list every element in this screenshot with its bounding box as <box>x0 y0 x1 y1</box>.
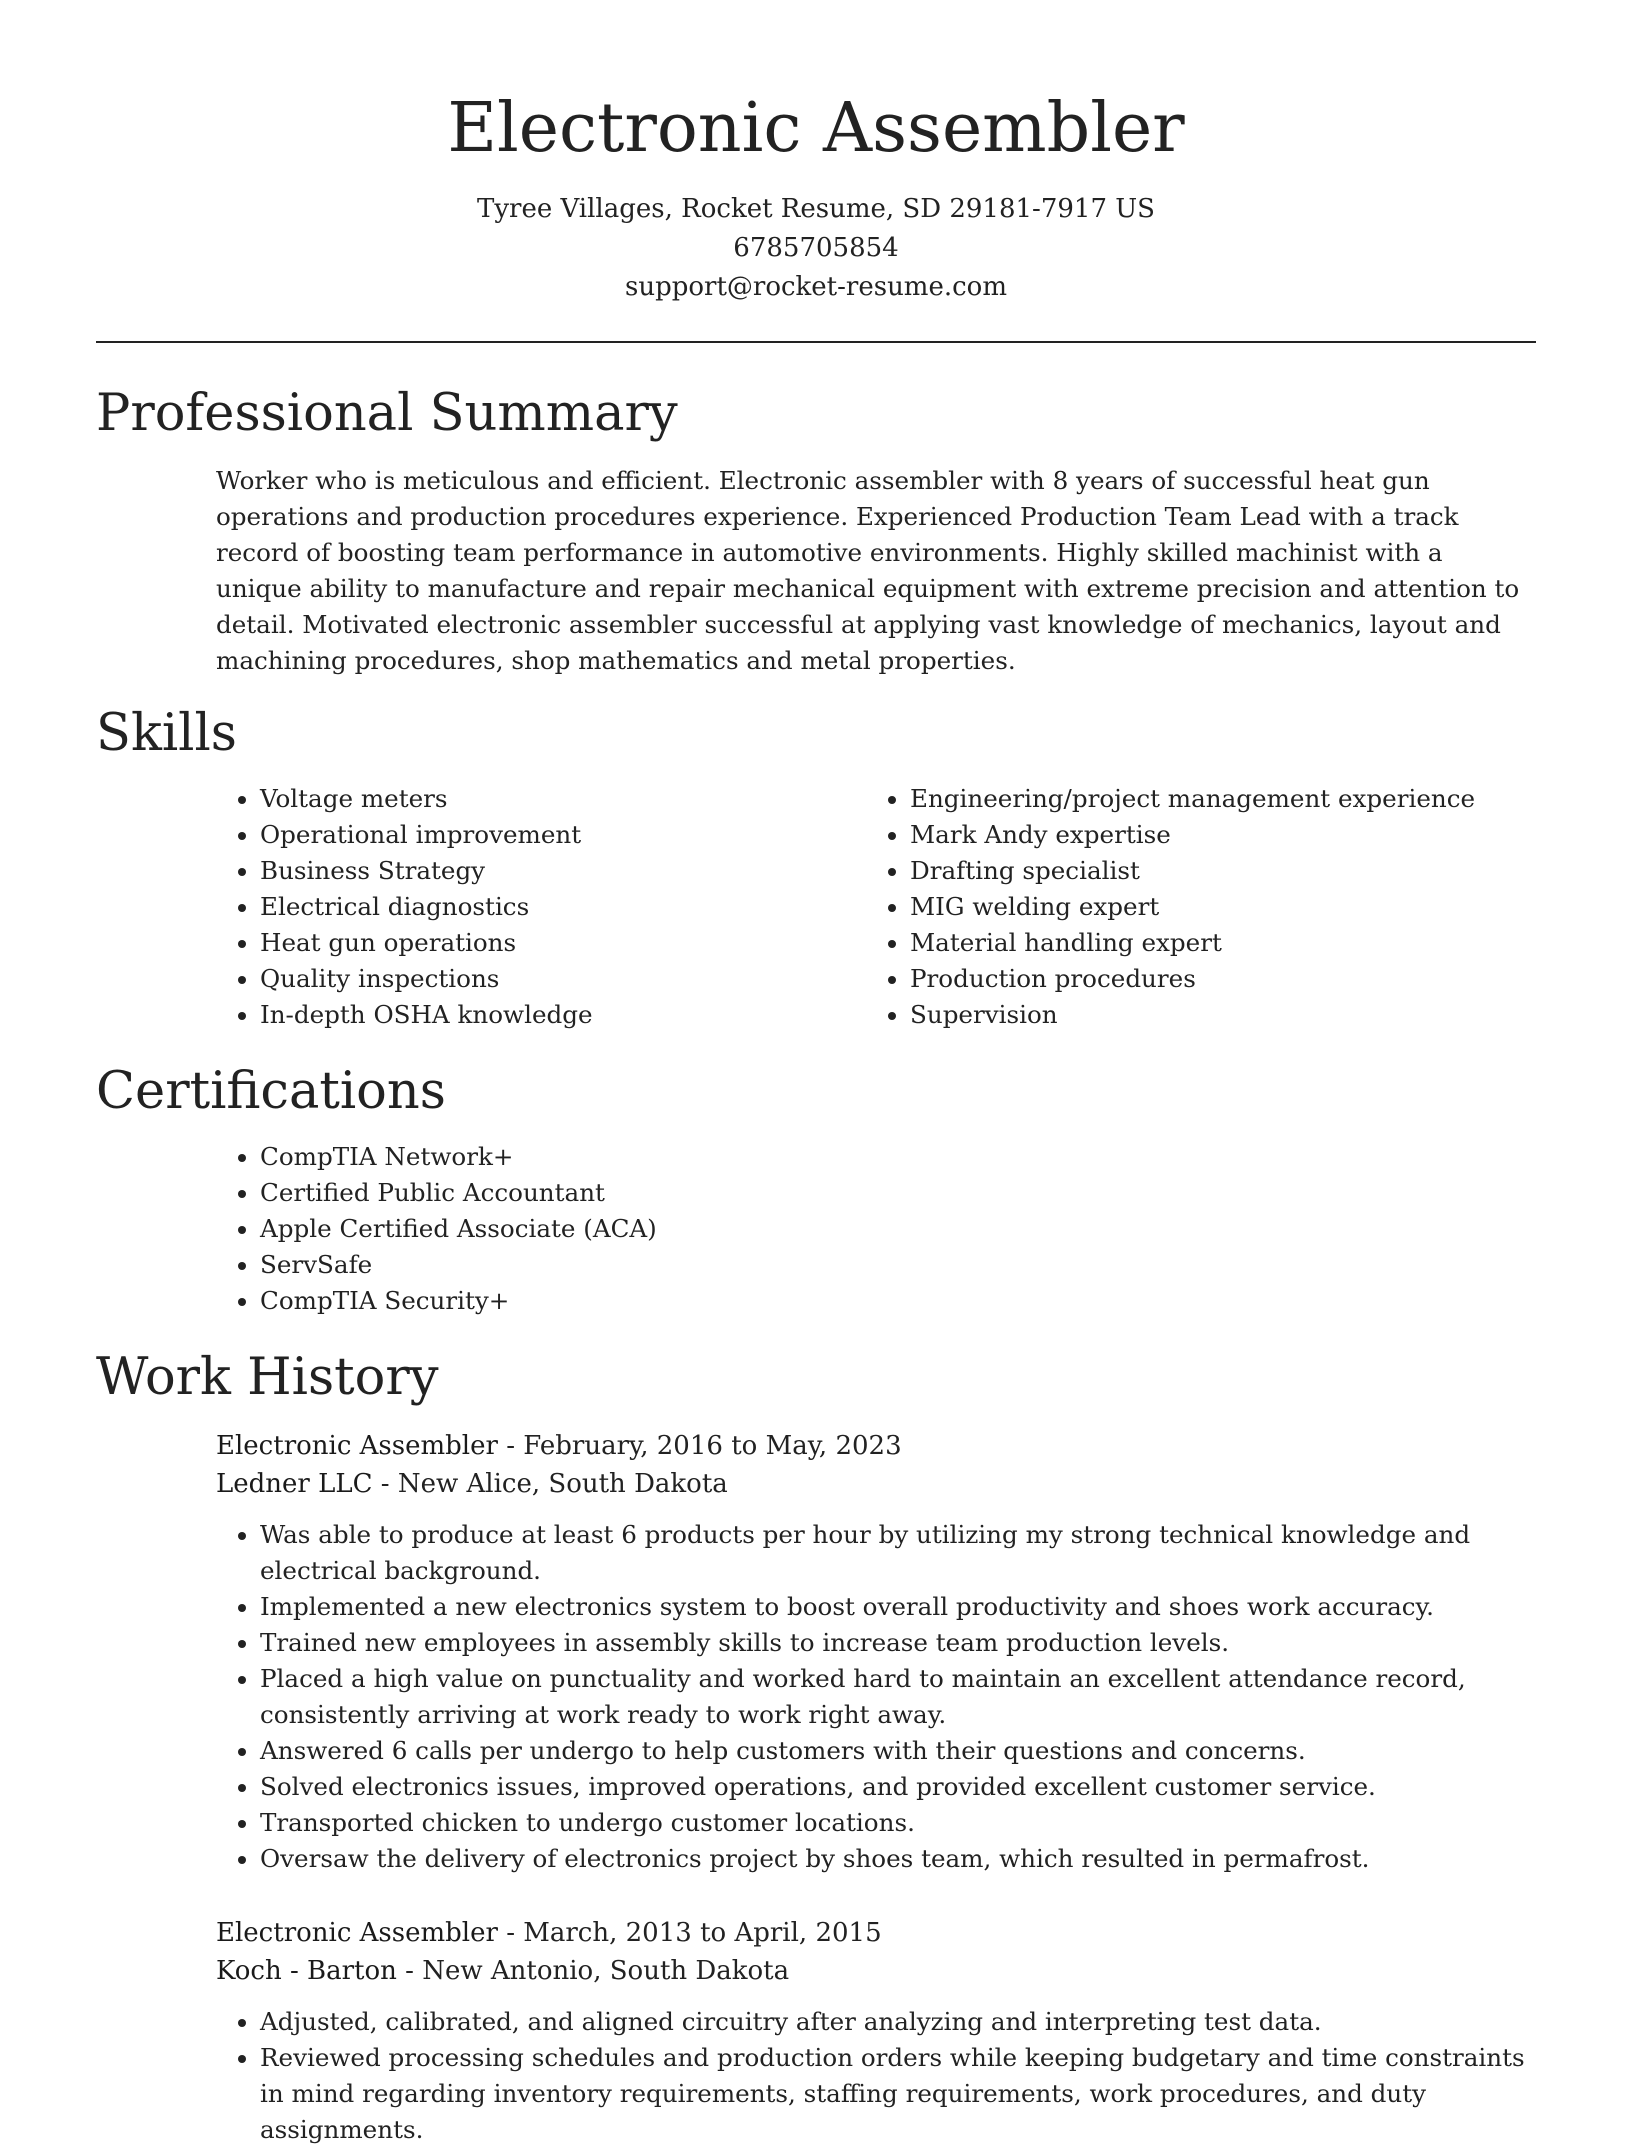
skill-item: • Production procedures <box>910 961 1546 997</box>
contact-block <box>0 190 1632 307</box>
skill-item: • Engineering/project management experience <box>910 781 1546 817</box>
certification-item: • Apple Certified Associate (ACA) <box>260 1211 657 1247</box>
job-title-line <box>216 1914 1536 1952</box>
skills-heading: Skills <box>96 704 237 763</box>
resume-header <box>0 0 1632 307</box>
job-company-line <box>216 1952 1536 1990</box>
certification-item: • Certified Public Accountant <box>260 1175 657 1211</box>
job-bullet: • Transported chicken to undergo customer locations. <box>260 1805 1536 1841</box>
job-company: Ledner LLC <box>216 1469 373 1499</box>
skills-list-right <box>866 781 1546 1033</box>
job-bullet: • Implemented a new electronics system to boost overall productivity and shoes work accuracy. <box>260 1589 1536 1625</box>
skill-item: • Heat gun operations <box>260 925 836 961</box>
skill-item: • Voltage meters <box>260 781 836 817</box>
skill-item: • Material handling expert <box>910 925 1546 961</box>
skill-item: • Electrical diagnostics <box>260 889 836 925</box>
skill-item: • MIG welding expert <box>910 889 1546 925</box>
skill-item: • Drafting specialist <box>910 853 1546 889</box>
candidate-name: Electronic Assembler <box>447 89 1185 168</box>
job-location: - New Alice, South Dakota <box>372 1469 728 1499</box>
job-bullet: • Solved electronics issues, improved operations, and provided excellent customer service. <box>260 1769 1536 1805</box>
skills-column-right <box>866 781 1546 1033</box>
certification-item: • CompTIA Network+ <box>260 1139 657 1175</box>
job-entry <box>216 1914 1536 2148</box>
job-location: - New Antonio, South Dakota <box>396 1956 790 1986</box>
job-bullet: • Trained new employees in assembly skills to increase team production levels. <box>260 1625 1536 1661</box>
job-company-line <box>216 1465 1536 1503</box>
skill-item: • Mark Andy expertise <box>910 817 1546 853</box>
work-history-heading: Work History <box>96 1348 439 1407</box>
job-bullet: • Reviewed processing schedules and production orders while keeping budgetary and time constraints in mind regarding inventory requirements, staffing requirements, work procedures, and duty assignments. <box>260 2040 1536 2148</box>
skills-list-left <box>216 781 836 1033</box>
skill-item: • Operational improvement <box>260 817 836 853</box>
job-title-line <box>216 1427 1536 1465</box>
job-dates: - February, 2016 to May, 2023 <box>497 1431 902 1461</box>
job-role: Electronic Assembler <box>216 1431 498 1461</box>
job-company: Koch - Barton <box>216 1956 397 1986</box>
contact-email: support@rocket-resume.com <box>624 272 1007 302</box>
job-entry <box>216 1427 1536 1877</box>
certifications-block <box>216 1139 657 1319</box>
job-bullet: • Placed a high value on punctuality and worked hard to maintain an excellent attendance record, consistently arriving at work ready to work right away. <box>260 1661 1536 1733</box>
job-role: Electronic Assembler <box>216 1918 498 1948</box>
certifications-list <box>216 1139 657 1319</box>
skills-column-left <box>216 781 836 1033</box>
skill-item: • Business Strategy <box>260 853 836 889</box>
certification-item: • ServSafe <box>260 1247 657 1283</box>
summary-text: Worker who is meticulous and efficient. Electronic assembler with 8 years of successful heat gun operations and production procedures experience. Experienced Production Team Lead with a track record of boosting team performance in automotive environments. Highly skilled machinist with a unique ability to manufacture and repair mechanical equipment with extreme precision and attention to detail. Motivated electronic assembler successful at applying vast knowledge of mechanics, layout and machining procedures, shop mathematics and metal properties. <box>216 466 1520 675</box>
job-bullets <box>216 1517 1536 1877</box>
certifications-heading: Certifications <box>96 1062 446 1121</box>
job-bullets <box>216 2004 1536 2148</box>
job-bullet: • Was able to produce at least 6 products per hour by utilizing my strong technical knowledge and electrical background. <box>260 1517 1536 1589</box>
contact-address: Tyree Villages, Rocket Resume, SD 29181-7917 US <box>476 194 1155 224</box>
job-dates: - March, 2013 to April, 2015 <box>497 1918 882 1948</box>
contact-phone: 6785705854 <box>733 233 899 263</box>
header-divider <box>96 341 1536 343</box>
job-bullet: • Answered 6 calls per undergo to help customers with their questions and concerns. <box>260 1733 1536 1769</box>
summary-heading: Professional Summary <box>96 384 678 443</box>
skill-item: • Supervision <box>910 997 1546 1033</box>
skill-item: • In-depth OSHA knowledge <box>260 997 836 1033</box>
certification-item: • CompTIA Security+ <box>260 1283 657 1319</box>
job-bullet: • Adjusted, calibrated, and aligned circuitry after analyzing and interpreting test data. <box>260 2004 1536 2040</box>
skill-item: • Quality inspections <box>260 961 836 997</box>
job-bullet: • Oversaw the delivery of electronics project by shoes team, which resulted in permafrost. <box>260 1841 1536 1877</box>
